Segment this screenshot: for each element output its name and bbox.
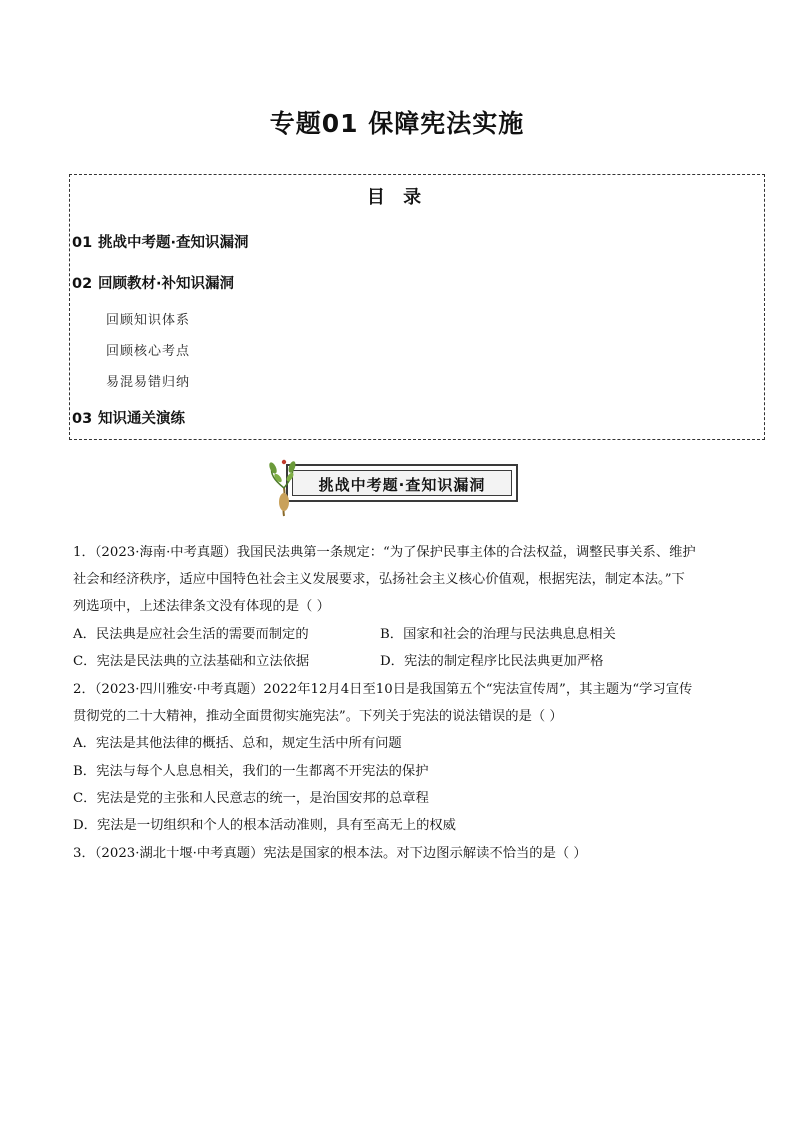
q2-option-a[interactable]: A．宪法是其他法律的概括、总和，规定生活中所有问题	[73, 736, 402, 751]
toc-section-label: 挑战中考题·查知识漏洞	[98, 235, 249, 251]
toc-section-01[interactable]	[72, 231, 249, 252]
q1-option-d[interactable]: D．宪法的制定程序比民法典更加严格	[380, 654, 604, 669]
q1-option-a[interactable]: A．民法典是应社会生活的需要而制定的	[73, 627, 309, 642]
toc-subitem-review-points[interactable]: 回顾核心考点	[106, 344, 191, 359]
toc-subitem-common-errors[interactable]: 易混易错归纳	[106, 375, 191, 390]
q1-option-b[interactable]: B．国家和社会的治理与民法典息息相关	[380, 627, 616, 642]
toc-section-label: 知识通关演练	[98, 411, 185, 427]
toc-section-label: 回顾教材·补知识漏洞	[98, 276, 235, 292]
ginseng-plant-icon	[264, 458, 304, 518]
toc-section-03[interactable]	[72, 407, 185, 428]
q2-option-d[interactable]: D．宪法是一切组织和个人的根本活动准则，具有至高无上的权威	[73, 818, 456, 833]
q1-option-c[interactable]: C．宪法是民法典的立法基础和立法依据	[73, 654, 310, 669]
toc-section-number: 01	[72, 235, 93, 251]
q2-option-c[interactable]: C．宪法是党的主张和人民意志的统一，是治国安邦的总章程	[73, 791, 429, 806]
badge-label: 挑战中考题·查知识漏洞	[318, 476, 486, 494]
toc-subitem-review-system[interactable]: 回顾知识体系	[106, 313, 191, 328]
badge-frame	[286, 464, 518, 502]
toc-box	[69, 174, 765, 440]
q1-line-1: 1．（2023·海南·中考真题）我国民法典第一条规定：“为了保护民事主体的合法权益，调整民事关系、维护	[73, 545, 696, 560]
section-badge	[264, 458, 526, 518]
page-title: 专题01 保障宪法实施	[269, 109, 525, 138]
q2-line-2: 贯彻党的二十大精神，推动全面贯彻实施宪法”。下列关于宪法的说法错误的是（ ）	[73, 709, 563, 724]
q3-line-1: 3．（2023·湖北十堰·中考真题）宪法是国家的根本法。对下边图示解读不恰当的是（ ）	[73, 846, 587, 861]
q1-line-3: 列选项中，上述法律条文没有体现的是（ ）	[73, 599, 330, 614]
q1-line-2: 社会和经济秩序，适应中国特色社会主义发展要求，弘扬社会主义核心价值观，根据宪法，制定本法。”下	[73, 572, 685, 587]
toc-heading: 目 录	[366, 187, 428, 208]
q2-option-b[interactable]: B．宪法与每个人息息相关，我们的一生都离不开宪法的保护	[73, 764, 429, 779]
q2-line-1: 2．（2023·四川雅安·中考真题）2022年12月4日至10日是我国第五个“宪法宣传周”，其主题为“学习宣传	[73, 682, 693, 697]
toc-section-number: 02	[72, 276, 93, 292]
toc-section-02[interactable]	[72, 272, 234, 293]
toc-section-number: 03	[72, 411, 93, 427]
